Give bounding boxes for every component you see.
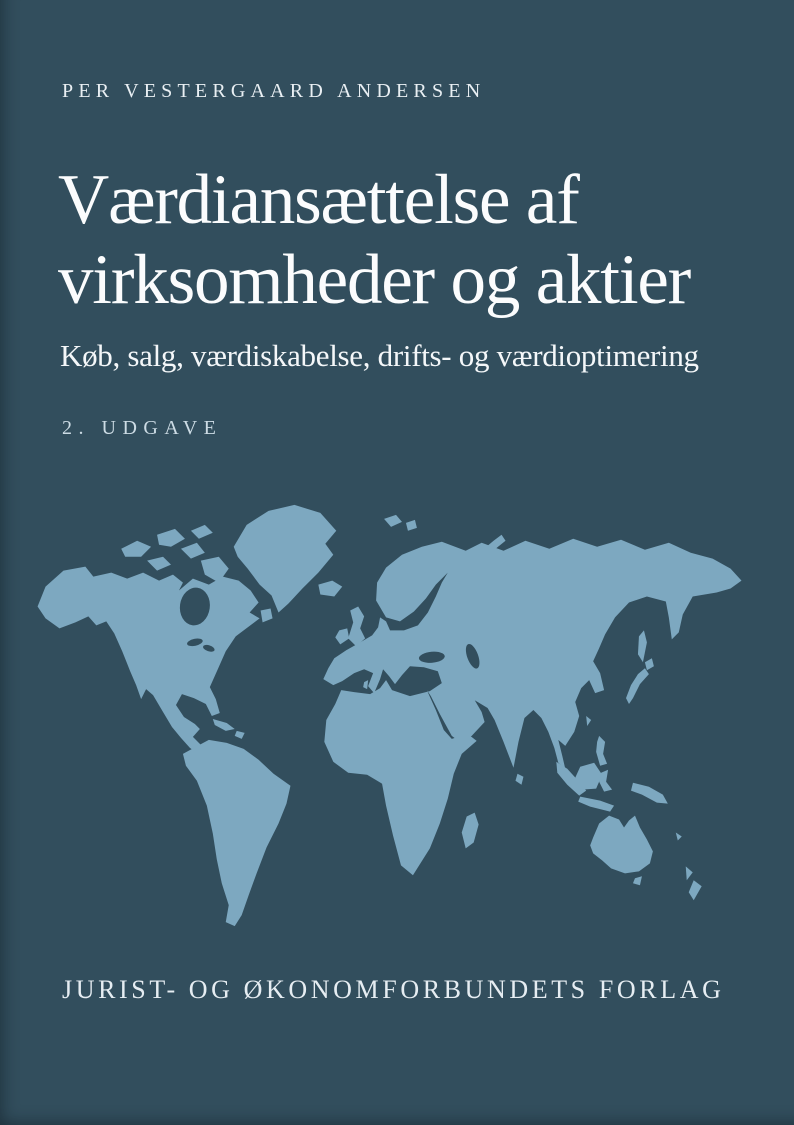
book-subtitle: Køb, salg, værdiskabelse, drifts- og værdioptimering [60, 338, 699, 373]
book-title-line2: virksomheder og aktier [58, 241, 691, 319]
edition-label: 2. UDGAVE [62, 417, 223, 439]
book-title [58, 160, 690, 320]
author-name: PER VESTERGAARD ANDERSEN [62, 80, 486, 102]
world-map-icon [27, 487, 769, 945]
book-title-line1: Værdiansættelse af [58, 161, 579, 239]
publisher-name: JURIST- OG ØKONOMFORBUNDETS FORLAG [62, 975, 725, 1004]
